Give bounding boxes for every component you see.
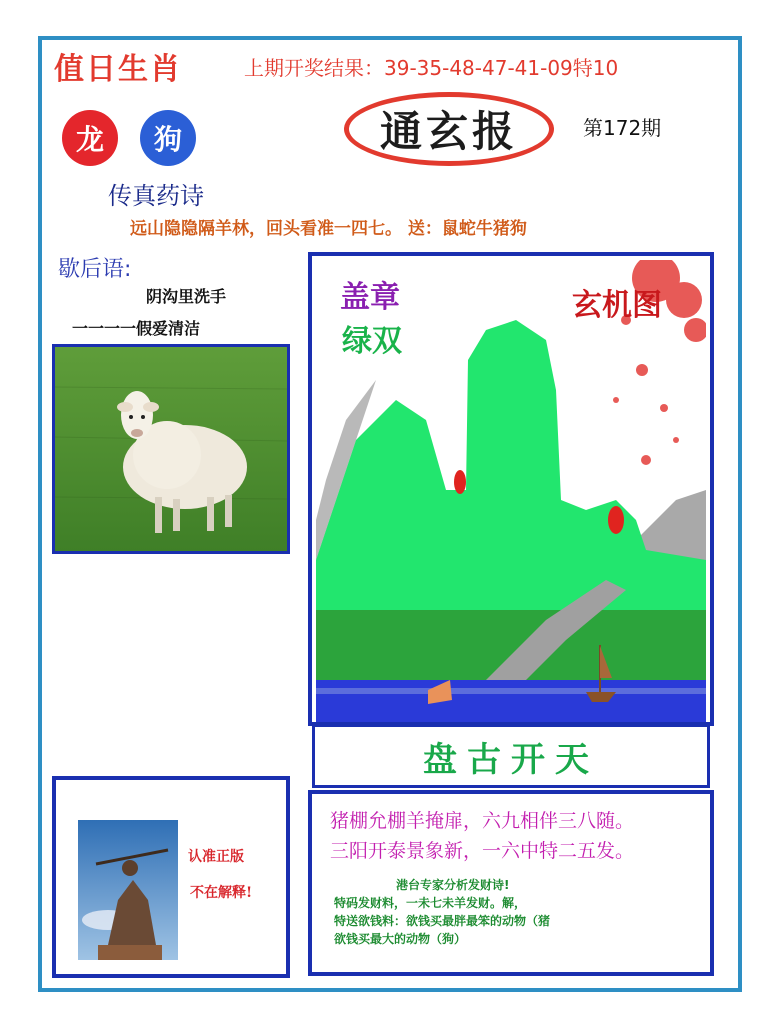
zodiac-badge-dog: 狗 xyxy=(140,110,196,166)
painting-top-left-line2: 绿双 xyxy=(342,324,402,359)
fax-poem-label: 传真药诗 xyxy=(108,182,204,210)
notes-line3: 特送欲钱料：欲钱买最胖最笨的动物（猪 xyxy=(334,914,551,928)
paper-name: 通玄报 xyxy=(379,107,518,156)
sheep-image xyxy=(55,347,287,551)
poem-line2: 三阳开泰景象新，一六中特二五发。 xyxy=(330,840,635,862)
xiehouyu-line1: 阴沟里洗手 xyxy=(146,287,227,306)
statue-image xyxy=(78,820,178,960)
statue-panel xyxy=(52,776,290,978)
zodiac-title: 值日生肖 xyxy=(54,52,182,87)
xiehouyu-line2: 一一一一假爱清洁 xyxy=(72,319,201,338)
issue-number: 第172期 xyxy=(583,116,662,140)
notes-line1: 港台专家分析发财诗! xyxy=(396,878,510,892)
caption-panel xyxy=(312,724,710,788)
poem-line1: 猪棚允棚羊掩扉，六九相伴三八随。 xyxy=(330,810,635,832)
last-result: 上期开奖结果：39-35-48-47-41-09特10 xyxy=(244,56,619,80)
painting-top-left-line1: 盖章 xyxy=(340,280,400,315)
notes-line2: 特码发财料，一未七未羊发财。解， xyxy=(334,896,527,910)
painting-caption: 盘古开天 xyxy=(423,739,599,780)
seal-line1: 认准正版 xyxy=(188,849,244,865)
zodiac-badge-dragon: 龙 xyxy=(62,110,118,166)
painting-panel xyxy=(308,252,714,726)
notes-line4: 欲钱买最大的动物（狗） xyxy=(334,932,467,946)
painting-top-right: 玄机图 xyxy=(572,288,662,323)
sheep-photo xyxy=(52,344,290,554)
poem-panel xyxy=(308,790,714,976)
xiehouyu-label: 歇后语: xyxy=(58,257,132,282)
slogan: 远山隐隐隔羊林，回头看准一四七。 送：鼠蛇牛猪狗 xyxy=(130,219,527,239)
seal-line2: 不在解释! xyxy=(190,885,253,901)
